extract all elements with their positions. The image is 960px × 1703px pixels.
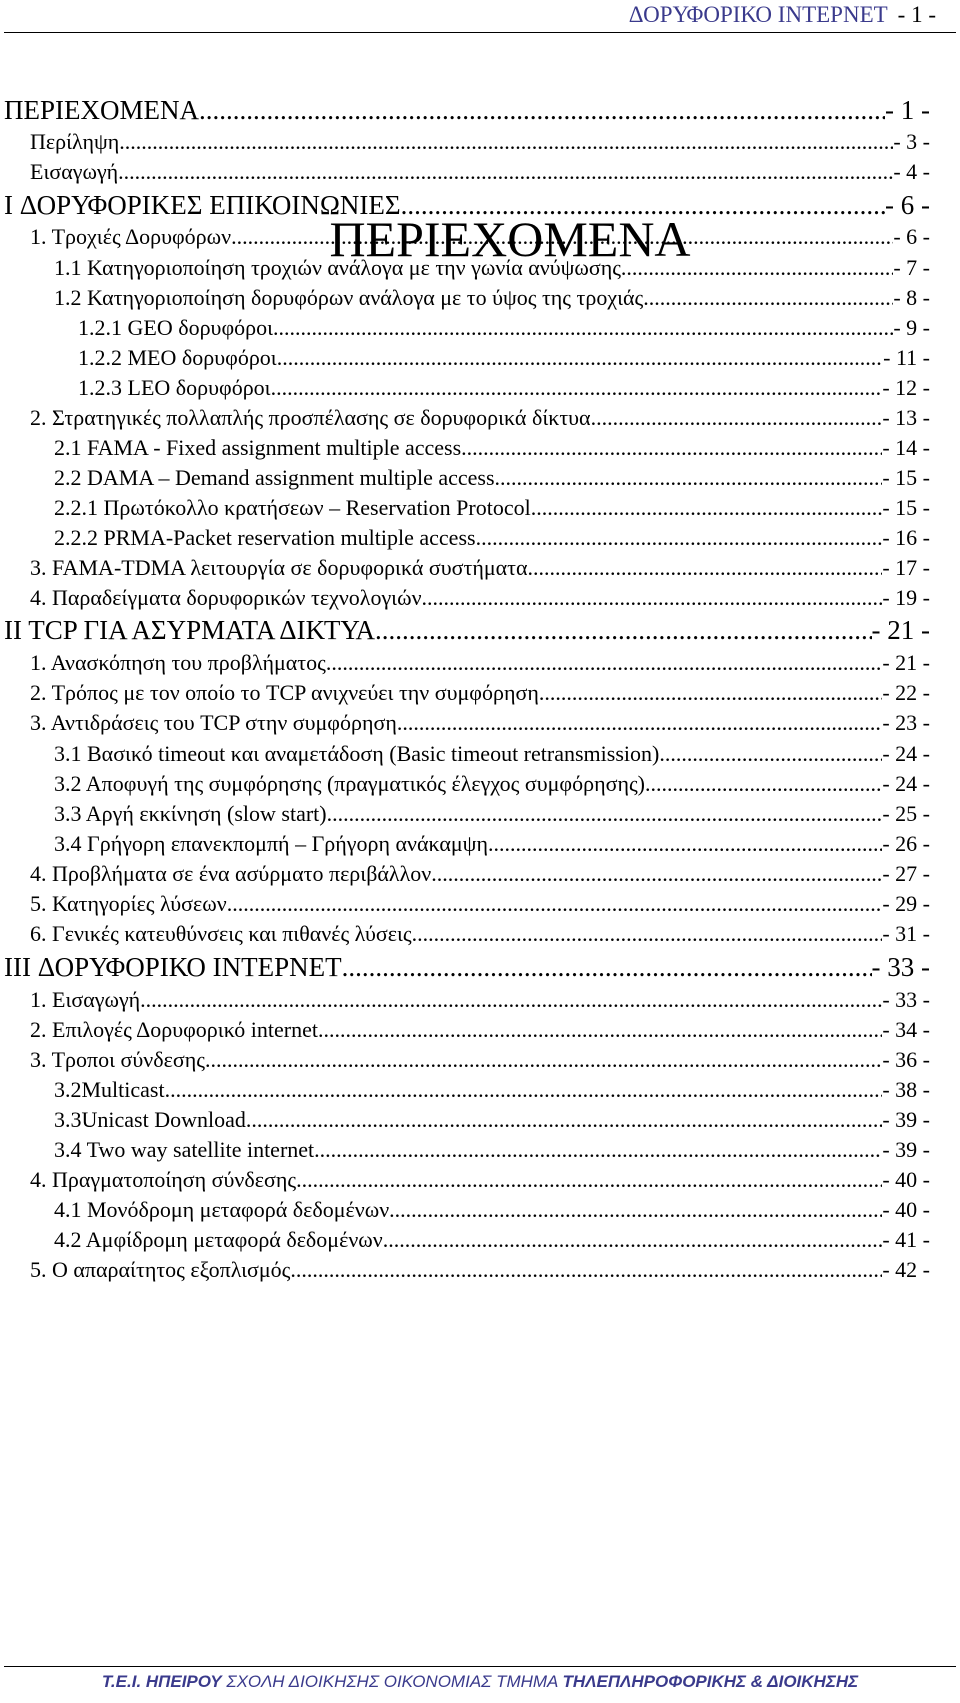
- toc-leader-dots: [318, 1015, 882, 1045]
- toc-entry[interactable]: [54, 739, 930, 769]
- toc-entry-page: - 39 -: [882, 1107, 930, 1132]
- toc-leader-dots: [412, 919, 883, 949]
- toc-entry-label: II TCP ΓΙΑ ΑΣΥΡΜΑΤΑ ΔΙΚΤΥΑ: [4, 615, 375, 645]
- toc-entry[interactable]: [54, 283, 930, 313]
- toc-entry-label: 1. Ανασκόπηση του προβλήματος: [30, 650, 326, 675]
- toc-entry[interactable]: [54, 463, 930, 493]
- toc-entry-label: 2. Επιλογές Δορυφορικό internet: [30, 1017, 318, 1042]
- toc-leader-dots: [205, 1045, 882, 1075]
- toc-leader-dots: [296, 1165, 882, 1195]
- toc-entry-label: 3. Τροποι σύνδεσης: [30, 1047, 205, 1072]
- toc-entry[interactable]: [4, 949, 930, 985]
- toc-entry[interactable]: [30, 1015, 930, 1045]
- toc-entry[interactable]: [30, 553, 930, 583]
- toc-entry-label: I ΔΟΡΥΦΟΡΙΚΕΣ ΕΠΙΚΟΙΝΩΝΙΕΣ: [4, 190, 401, 220]
- toc-entry-page: - 17 -: [882, 555, 930, 580]
- toc-entry-label: 3. FAMA-TDMA λειτουργία σε δορυφορικά συστήματα: [30, 555, 528, 580]
- toc-entry-page: - 24 -: [882, 771, 930, 796]
- toc-entry-label: 3.1 Βασικό timeout και αναμετάδοση (Basic timeout retransmission): [54, 741, 660, 766]
- toc-entry[interactable]: [54, 1075, 930, 1105]
- toc-entry-page: - 21 -: [882, 650, 930, 675]
- toc-leader-dots: [277, 343, 883, 373]
- toc-leader-dots: [591, 403, 883, 433]
- toc-leader-dots: [314, 1135, 882, 1165]
- toc-entry-page: - 7 -: [893, 255, 930, 280]
- toc-leader-dots: [273, 313, 893, 343]
- toc-entry[interactable]: [30, 127, 930, 157]
- toc-entry-page: - 25 -: [882, 801, 930, 826]
- toc-entry[interactable]: [30, 648, 930, 678]
- toc-entry-page: - 33 -: [871, 952, 930, 982]
- toc-entry-label: 2.2.2 PRMA-Packet reservation multiple access: [54, 525, 476, 550]
- toc-entry-page: - 21 -: [871, 615, 930, 645]
- toc-entry-label: 1.2.1 GEO δορυφόροι: [78, 315, 274, 340]
- toc-leader-dots: [375, 612, 872, 648]
- toc-entry[interactable]: [30, 1165, 930, 1195]
- toc-leader-dots: [246, 1105, 882, 1135]
- toc-leader-dots: [488, 829, 882, 859]
- toc-leader-dots: [199, 92, 885, 128]
- toc-entry-label: 4.2 Αμφίδρομη μεταφορά δεδομένων: [54, 1227, 383, 1252]
- toc-entry[interactable]: [54, 523, 930, 553]
- toc-entry-page: - 39 -: [882, 1137, 930, 1162]
- toc-entry-page: - 29 -: [882, 891, 930, 916]
- toc-entry-label: III ΔΟΡΥΦΟΡΙΚΟ ΙΝΤΕΡΝΕΤ: [4, 952, 342, 982]
- toc-entry-page: - 27 -: [882, 861, 930, 886]
- toc-entry[interactable]: [30, 583, 930, 613]
- toc-leader-dots: [119, 127, 893, 157]
- toc-entry-page: - 6 -: [885, 190, 930, 220]
- toc-entry-label: 4. Προβλήματα σε ένα ασύρματο περιβάλλον: [30, 861, 432, 886]
- toc-entry[interactable]: [30, 1255, 930, 1285]
- toc-entry[interactable]: [54, 829, 930, 859]
- toc-entry-page: - 16 -: [882, 525, 930, 550]
- header-page-number: - 1 -: [897, 2, 936, 27]
- toc-entry-page: - 4 -: [893, 159, 930, 184]
- footer-institution: T.E.I. ΗΠΕΙΡΟΥ: [101, 1672, 222, 1691]
- toc-leader-dots: [645, 769, 882, 799]
- toc-entry[interactable]: [30, 403, 930, 433]
- toc-entry-label: 3.3Unicast Download: [54, 1107, 246, 1132]
- toc-entry-label: 3.3 Αργή εκκίνηση (slow start): [54, 801, 327, 826]
- toc-entry-label: 1.2.2 MEO δορυφόροι: [78, 345, 277, 370]
- toc-entry-label: 5. Κατηγορίες λύσεων: [30, 891, 227, 916]
- toc-entry[interactable]: [54, 799, 930, 829]
- toc-entry-page: - 38 -: [882, 1077, 930, 1102]
- toc-entry[interactable]: [30, 859, 930, 889]
- toc-entry-label: 3.2Multicast: [54, 1077, 165, 1102]
- toc-entry-label: 4. Παραδείγματα δορυφορικών τεχνολογιών: [30, 585, 422, 610]
- toc-entry-label: 2.2.1 Πρωτόκολλο κρατήσεων – Reservation Protocol: [54, 495, 531, 520]
- toc-entry[interactable]: [54, 1105, 930, 1135]
- toc-leader-dots: [495, 463, 883, 493]
- page-footer: [0, 1668, 960, 1696]
- toc-entry-page: - 6 -: [893, 224, 930, 249]
- toc-entry-page: - 31 -: [882, 921, 930, 946]
- toc-leader-dots: [401, 187, 885, 223]
- toc-entry-label: 3. Αντιδράσεις του TCP στην συμφόρηση: [30, 710, 397, 735]
- toc-entry[interactable]: [30, 157, 930, 187]
- toc-entry-page: - 12 -: [882, 375, 930, 400]
- toc-entry-page: - 19 -: [882, 585, 930, 610]
- toc-leader-dots: [290, 1255, 882, 1285]
- toc-entry[interactable]: [30, 985, 930, 1015]
- toc-leader-dots: [165, 1075, 883, 1105]
- page-title: ΠΕΡΙΕΧΟΜΕΝΑ: [329, 211, 691, 267]
- toc-leader-dots: [476, 523, 883, 553]
- toc-entry-page: - 15 -: [882, 465, 930, 490]
- toc-leader-dots: [531, 493, 883, 523]
- toc-entry-page: - 11 -: [883, 345, 930, 370]
- header-title: ΔΟΡΥΦΟΡΙΚΟ ΙΝΤΕΡΝΕΤ: [628, 2, 888, 27]
- toc-entry-label: 6. Γενικές κατευθύνσεις και πιθανές λύσεις: [30, 921, 412, 946]
- toc-leader-dots: [327, 799, 883, 829]
- toc-leader-dots: [271, 373, 883, 403]
- toc-leader-dots: [118, 157, 893, 187]
- toc-leader-dots: [659, 739, 882, 769]
- toc-entry-label: 4. Πραγματοποίηση σύνδεσης: [30, 1167, 297, 1192]
- toc-entry-label: 2. Τρόπος με τον οποίο το TCP ανιχνεύει την συμφόρηση: [30, 680, 539, 705]
- toc-leader-dots: [227, 889, 883, 919]
- toc-entry-label: 2.2 DAMA – Demand assignment multiple access: [54, 465, 495, 490]
- toc-entry-label: 5. Ο απαραίτητος εξοπλισμός: [30, 1257, 291, 1282]
- toc-leader-dots: [342, 949, 872, 985]
- toc-entry[interactable]: [54, 769, 930, 799]
- toc-leader-dots: [326, 648, 883, 678]
- toc-entry-page: - 8 -: [893, 285, 930, 310]
- toc-entry-page: - 33 -: [882, 987, 930, 1012]
- toc-entry[interactable]: [54, 1225, 930, 1255]
- toc-entry-label: 1.2 Κατηγοριοποίηση δορυφόρων ανάλογα με το ύψος της τροχιάς: [54, 285, 644, 310]
- toc-entry-page: - 40 -: [882, 1197, 930, 1222]
- toc-entry-label: 3.4 Γρήγορη επανεκπομπή – Γρήγορη ανάκαμψη: [54, 831, 488, 856]
- page-header: [629, 0, 936, 30]
- toc-entry[interactable]: [54, 493, 930, 523]
- toc-entry-label: Περίληψη: [30, 129, 120, 154]
- toc-entry[interactable]: [54, 253, 930, 283]
- toc-entry-page: - 22 -: [882, 680, 930, 705]
- toc-entry-page: - 42 -: [882, 1257, 930, 1282]
- toc-entry[interactable]: [30, 889, 930, 919]
- toc-entry[interactable]: [30, 919, 930, 949]
- toc-entry[interactable]: [54, 1195, 930, 1225]
- toc-entry-label: 1. Τροχιές Δορυφόρων: [30, 224, 232, 249]
- toc-leader-dots: [643, 283, 893, 313]
- toc-entry[interactable]: [30, 708, 930, 738]
- toc-entry[interactable]: [30, 222, 930, 252]
- footer-divider: [4, 1666, 956, 1667]
- toc-leader-dots: [539, 678, 883, 708]
- toc-entry-label: 3.2 Αποφυγή της συμφόρησης (πραγματικός έλεγχος συμφόρησης): [54, 771, 646, 796]
- toc-entry-label: Εισαγωγή: [30, 159, 119, 184]
- toc-entry-label: 1. Εισαγωγή: [30, 987, 141, 1012]
- toc-entry-label: 2.1 FAMA - Fixed assignment multiple access: [54, 435, 462, 460]
- toc-leader-dots: [431, 859, 882, 889]
- toc-entry-page: - 40 -: [882, 1167, 930, 1192]
- toc-entry-label: 2. Στρατηγικές πολλαπλής προσπέλασης σε δορυφορικά δίκτυα: [30, 405, 591, 430]
- toc-entry-page: - 15 -: [882, 495, 930, 520]
- toc-entry-page: - 23 -: [882, 710, 930, 735]
- toc-leader-dots: [528, 553, 883, 583]
- toc-entry[interactable]: [4, 612, 930, 648]
- toc-entry-label: 3.4 Two way satellite internet: [54, 1137, 315, 1162]
- toc-entry[interactable]: [54, 433, 930, 463]
- toc-entry[interactable]: [78, 343, 930, 373]
- toc-entry-page: - 34 -: [882, 1017, 930, 1042]
- toc-entry-page: - 1 -: [885, 95, 930, 125]
- toc-entry[interactable]: [4, 187, 930, 223]
- toc-entry-label: ΠΕΡΙΕΧΟΜΕΝΑ: [4, 95, 199, 125]
- toc-entry[interactable]: [78, 313, 930, 343]
- footer-department: ΤΗΛΕΠΛΗΡΟΦΟΡΙΚΗΣ & ΔΙΟΙΚΗΣΗΣ: [562, 1672, 859, 1691]
- toc-entry-page: - 3 -: [893, 129, 930, 154]
- toc-entry-page: - 14 -: [882, 435, 930, 460]
- toc-leader-dots: [383, 1225, 883, 1255]
- toc-leader-dots: [621, 253, 893, 283]
- toc-entry-page: - 24 -: [882, 741, 930, 766]
- footer-school: ΣΧΟΛΗ ΔΙΟΙΚΗΣΗΣ ΟΙΚΟΝΟΜΙΑΣ ΤΜΗΜΑ: [226, 1672, 558, 1691]
- toc-entry-label: 1.2.3 LEO δορυφόροι: [78, 375, 271, 400]
- toc-leader-dots: [461, 433, 882, 463]
- toc-entry-page: - 41 -: [882, 1227, 930, 1252]
- header-divider: [4, 32, 956, 33]
- toc-entry-label: 4.1 Μονόδρομη μεταφορά δεδομένων: [54, 1197, 390, 1222]
- toc-entry-page: - 13 -: [882, 405, 930, 430]
- toc-leader-dots: [389, 1195, 882, 1225]
- toc-leader-dots: [231, 222, 893, 252]
- toc-entry[interactable]: [54, 1135, 930, 1165]
- toc-entry[interactable]: [30, 678, 930, 708]
- toc-entry[interactable]: [78, 373, 930, 403]
- toc-leader-dots: [422, 583, 883, 613]
- toc-leader-dots: [397, 708, 882, 738]
- toc-entry-label: 1.1 Κατηγοριοποίηση τροχιών ανάλογα με την γωνία ανύψωσης: [54, 255, 621, 280]
- toc-entry[interactable]: [30, 1045, 930, 1075]
- toc-entry[interactable]: [4, 92, 930, 128]
- toc-entry-page: - 26 -: [882, 831, 930, 856]
- toc-entry-page: - 36 -: [882, 1047, 930, 1072]
- toc-entry-page: - 9 -: [893, 315, 930, 340]
- toc-leader-dots: [140, 985, 882, 1015]
